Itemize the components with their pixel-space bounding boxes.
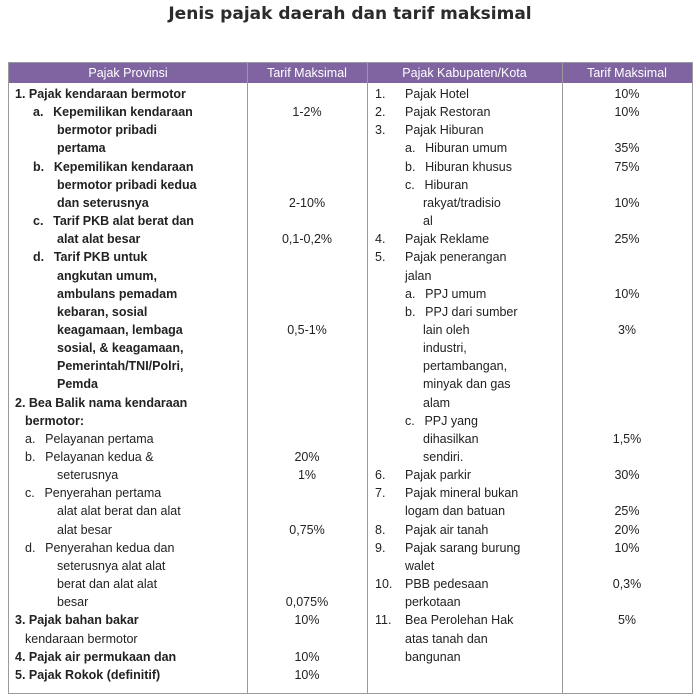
provinsi-row: b. Kepemilikan kendaraan <box>33 159 194 174</box>
provinsi-row: d. Penyerahan kedua dan <box>25 540 175 555</box>
tarif-kabupaten-value: 10% <box>614 540 640 555</box>
provinsi-row: 1. Pajak kendaraan bermotor <box>15 87 186 101</box>
tarif-provinsi-value: 0,075% <box>285 595 329 610</box>
tarif-kabupaten-value: 10% <box>614 286 640 301</box>
kabupaten-row: Pajak Reklame <box>405 232 490 247</box>
provinsi-row: Pemerintah/TNI/Polri, <box>57 359 184 374</box>
kabupaten-row: b. Hiburan khusus <box>405 159 513 174</box>
header-pajak-kabupaten: Pajak Kabupaten/Kota <box>402 66 527 80</box>
tarif-provinsi-value: 10% <box>294 667 320 682</box>
kabupaten-row: Pajak penerangan <box>405 250 507 265</box>
kabupaten-number: 3. <box>375 123 386 138</box>
kabupaten-row: industri, <box>423 341 467 356</box>
kabupaten-row: Pajak Hotel <box>405 87 469 101</box>
provinsi-row: kendaraan bermotor <box>25 631 138 646</box>
provinsi-row: besar <box>57 595 89 610</box>
kabupaten-number: 11. <box>375 613 392 628</box>
tax-table <box>8 62 693 694</box>
kabupaten-row: Pajak air tanah <box>405 522 489 537</box>
tarif-kabupaten-value: 10% <box>614 195 640 210</box>
provinsi-row: 5. Pajak Rokok (definitif) <box>15 667 161 682</box>
kabupaten-number: 5. <box>375 250 386 265</box>
kabupaten-number: 10. <box>375 577 393 592</box>
kabupaten-row: logam dan batuan <box>405 504 506 519</box>
provinsi-row: bermotor pribadi kedua <box>57 177 197 192</box>
provinsi-row: 3. Pajak bahan bakar <box>15 613 139 628</box>
kabupaten-row: minyak dan gas <box>423 377 511 392</box>
provinsi-row: bermotor: <box>25 413 85 428</box>
kabupaten-row: Pajak sarang burung <box>405 540 521 555</box>
tarif-kabupaten-value: 35% <box>614 141 640 156</box>
tarif-provinsi-value: 20% <box>294 450 320 464</box>
provinsi-row: seterusnya <box>57 468 119 483</box>
provinsi-row: sosial, & keagamaan, <box>57 341 184 356</box>
provinsi-row: a. Pelayanan pertama <box>25 431 154 446</box>
tarif-kabupaten-value: 0,3% <box>612 577 642 592</box>
provinsi-row: alat besar <box>57 522 112 537</box>
kabupaten-row: rakyat/tradisio <box>423 195 501 210</box>
provinsi-row: c. Tarif PKB alat berat dan <box>33 214 194 229</box>
kabupaten-number: 2. <box>375 105 386 120</box>
tarif-kabupaten-value: 25% <box>614 232 640 247</box>
kabupaten-row: Pajak Hiburan <box>405 123 484 138</box>
kabupaten-row: Pajak Restoran <box>405 105 491 120</box>
provinsi-row: alat alat berat dan alat <box>57 504 181 519</box>
kabupaten-row: Pajak parkir <box>405 468 471 483</box>
provinsi-row: dan seterusnya <box>57 195 149 210</box>
kabupaten-row: jalan <box>405 268 432 283</box>
kabupaten-row: b. PPJ dari sumber <box>405 304 518 319</box>
kabupaten-number: 8. <box>375 522 386 537</box>
kabupaten-row: lain oleh <box>423 322 470 337</box>
provinsi-row: Pemda <box>57 377 98 392</box>
tarif-provinsi-value: 2-10% <box>288 195 326 210</box>
kabupaten-row: PBB pedesaan <box>405 577 489 592</box>
kabupaten-row: Bea Perolehan Hak <box>405 613 514 628</box>
provinsi-row: 4. Pajak air permukaan dan <box>15 649 177 664</box>
kabupaten-row: a. Hiburan umum <box>405 141 508 156</box>
provinsi-row: kebaran, sosial <box>57 304 148 319</box>
tarif-provinsi-value: 1% <box>297 468 317 483</box>
provinsi-row: ambulans pemadam <box>57 286 178 301</box>
kabupaten-row: atas tanah dan <box>405 631 488 646</box>
kabupaten-row: alam <box>423 395 451 410</box>
kabupaten-number: 1. <box>375 87 386 101</box>
kabupaten-row: c. Hiburan <box>405 177 469 192</box>
provinsi-row: 2. Bea Balik nama kendaraan <box>15 395 188 410</box>
kabupaten-row: a. PPJ umum <box>405 286 487 301</box>
kabupaten-row: al <box>423 214 433 229</box>
provinsi-row: bermotor pribadi <box>57 123 158 138</box>
provinsi-row: angkutan umum, <box>57 268 158 283</box>
tarif-kabupaten-value: 1,5% <box>612 431 642 446</box>
tarif-kabupaten-value: 10% <box>614 87 640 101</box>
provinsi-row: berat dan alat alat <box>57 577 158 592</box>
provinsi-row: a. Kepemilikan kendaraan <box>33 105 193 120</box>
kabupaten-row: perkotaan <box>405 595 461 610</box>
table-header <box>9 63 692 83</box>
tarif-provinsi-value: 0,75% <box>289 522 325 537</box>
kabupaten-row: dihasilkan <box>423 431 479 446</box>
provinsi-row: b. Pelayanan kedua & <box>25 450 154 464</box>
kabupaten-number: 7. <box>375 486 386 501</box>
tarif-kabupaten-value: 20% <box>614 522 640 537</box>
header-tarif-provinsi: Tarif Maksimal <box>267 66 347 80</box>
provinsi-row: alat alat besar <box>57 232 141 247</box>
provinsi-row: seterusnya alat alat <box>57 558 166 573</box>
tarif-provinsi-value: 0,5-1% <box>287 322 327 337</box>
kabupaten-row: pertambangan, <box>423 359 508 374</box>
header-tarif-kabupaten: Tarif Maksimal <box>587 66 667 80</box>
tarif-provinsi-value: 0,1-0,2% <box>281 232 333 247</box>
tarif-provinsi-value: 1-2% <box>292 105 322 120</box>
kabupaten-number: 4. <box>375 232 386 247</box>
provinsi-row: d. Tarif PKB untuk <box>33 250 148 265</box>
tarif-kabupaten-value: 5% <box>617 613 637 628</box>
page-title: Jenis pajak daerah dan tarif maksimal <box>168 4 532 24</box>
provinsi-row: c. Penyerahan pertama <box>25 486 162 501</box>
provinsi-row: keagamaan, lembaga <box>57 322 183 337</box>
kabupaten-row: c. PPJ yang <box>405 413 478 428</box>
kabupaten-row: bangunan <box>405 649 461 664</box>
column-divider <box>367 63 368 693</box>
header-pajak-provinsi: Pajak Provinsi <box>88 66 168 80</box>
tarif-provinsi-value: 10% <box>294 613 320 628</box>
tarif-provinsi-value: 10% <box>294 649 320 664</box>
kabupaten-row: sendiri. <box>423 450 464 464</box>
provinsi-row: pertama <box>57 141 106 156</box>
tarif-kabupaten-value: 30% <box>614 468 640 483</box>
tarif-kabupaten-value: 10% <box>614 105 640 120</box>
kabupaten-row: walet <box>405 558 435 573</box>
kabupaten-number: 9. <box>375 540 386 555</box>
tarif-kabupaten-value: 3% <box>617 322 637 337</box>
tarif-kabupaten-value: 75% <box>614 159 640 174</box>
tarif-kabupaten-value: 25% <box>614 504 640 519</box>
kabupaten-row: Pajak mineral bukan <box>405 486 519 501</box>
kabupaten-number: 6. <box>375 468 386 483</box>
